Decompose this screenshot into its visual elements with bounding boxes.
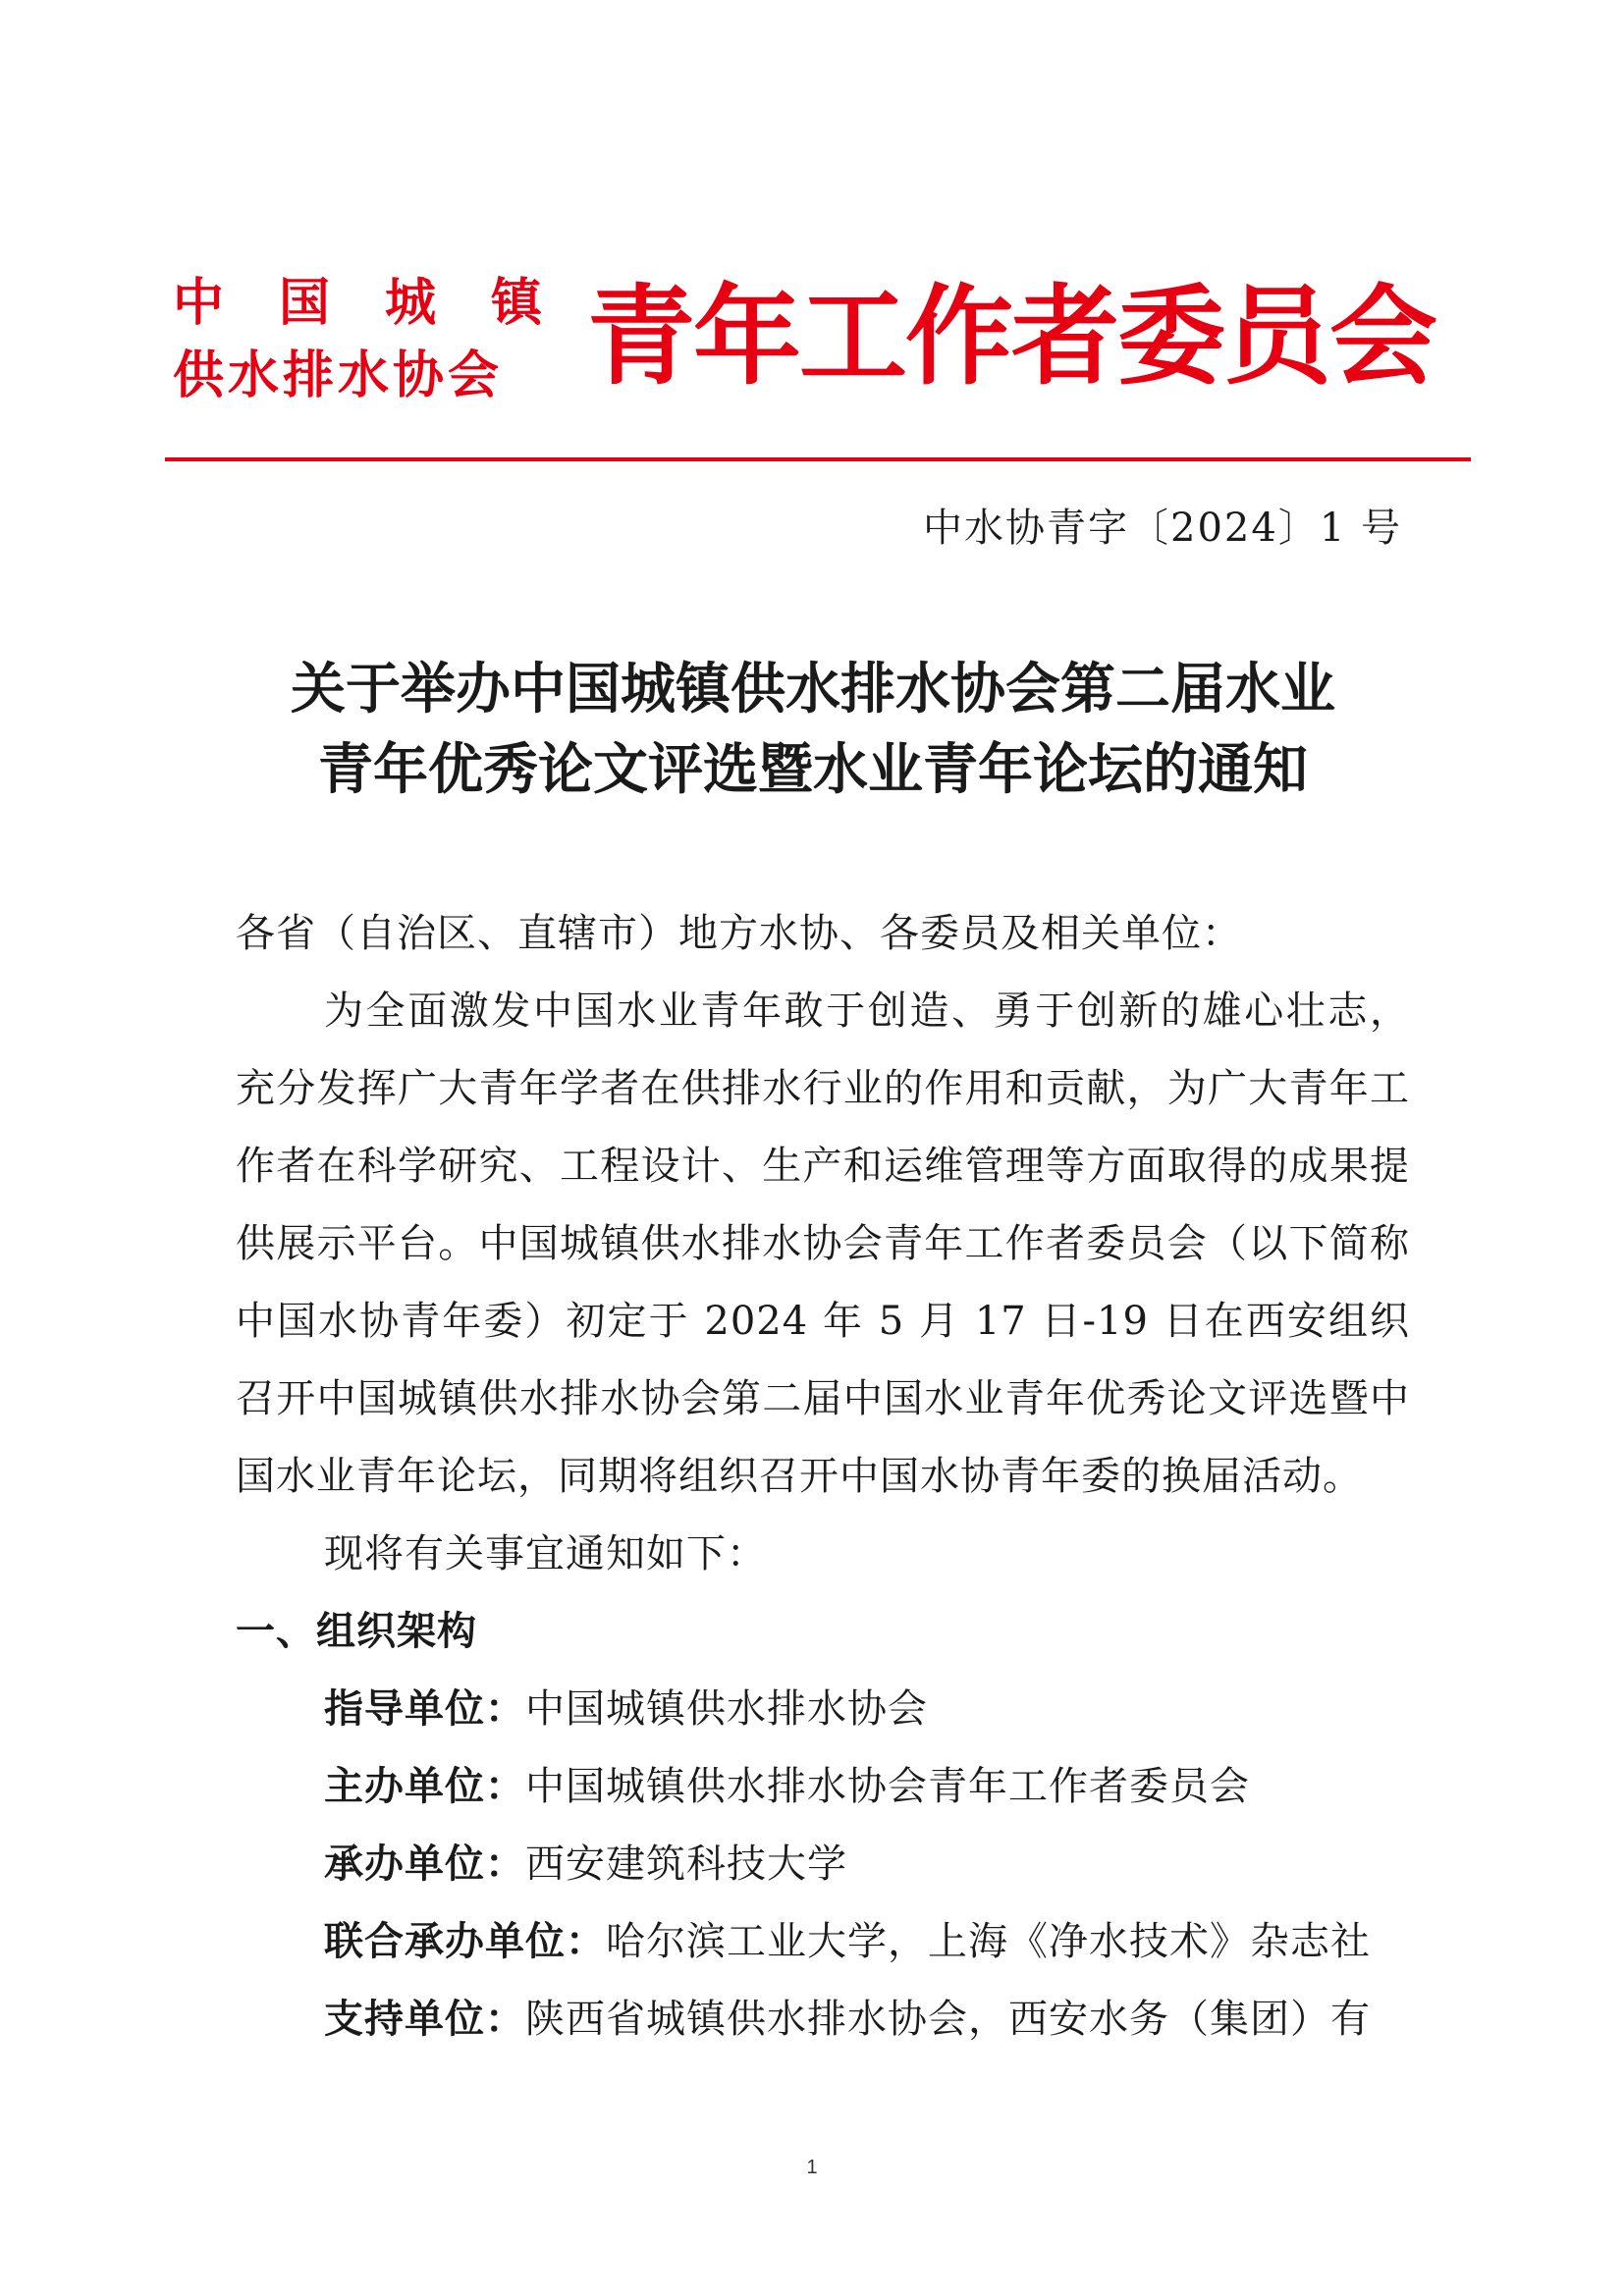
org-label: 支持单位：	[324, 1997, 525, 2042]
notice-intro: 现将有关事宜通知如下：	[324, 1531, 767, 1576]
issuing-org-name	[173, 267, 597, 412]
issuing-org-line1: 中国城镇	[173, 274, 598, 333]
committee-name: 青年工作者委员会	[587, 274, 1435, 400]
document-body	[236, 895, 1410, 2058]
document-title-line1: 关于举办中国城镇供水排水协会第二届水业	[291, 658, 1335, 721]
org-row-host	[236, 1748, 1410, 1826]
document-title	[165, 650, 1461, 811]
org-row-guiding	[236, 1671, 1410, 1748]
intro-paragraph: 为全面激发中国水业青年敢于创造、勇于创新的雄心壮志，充分发挥广大青年学者在供排水行业的作用和贡献，为广大青年工作者在科学研究、工程设计、生产和运维管理等方面取得的成果提供展示平台。中国城镇供水排水协会青年工作者委员会（以下简称中国水协青年委）初定于 2024 年 5 月 17 日-19 日在西安组织召开中国城镇供水排水协会第二届中国水业青年优秀论文评选暨中国水业青年论坛，同期将组织召开中国水协青年委的换届活动。	[236, 988, 1410, 1499]
org-value: 陕西省城镇供水排水协会，西安水务（集团）有	[525, 1997, 1371, 2042]
org-value: 中国城镇供水排水协会	[525, 1686, 928, 1732]
org-value: 西安建筑科技大学	[525, 1842, 847, 1887]
section-heading-organization: 一、组织架构	[236, 1609, 477, 1654]
org-label: 承办单位：	[324, 1842, 525, 1887]
page-number: 1	[806, 2157, 818, 2178]
org-label: 联合承办单位：	[324, 1919, 606, 1964]
org-label: 主办单位：	[324, 1764, 525, 1809]
org-row-co-organizer	[236, 1903, 1410, 1981]
red-header-divider	[165, 457, 1471, 461]
org-row-organizer	[236, 1826, 1410, 1903]
org-value: 中国城镇供水排水协会青年工作者委员会	[525, 1764, 1250, 1809]
org-value: 哈尔滨工业大学，上海《净水技术》杂志社	[606, 1919, 1371, 1964]
org-label: 指导单位：	[324, 1686, 525, 1732]
document-title-line2: 青年优秀论文评选暨水业青年论坛的通知	[318, 738, 1308, 802]
document-number: 中水协青字〔2024〕1 号	[923, 506, 1402, 551]
salutation: 各省（自治区、直辖市）地方水协、各委员及相关单位：	[236, 911, 1242, 956]
org-row-supporter	[236, 1981, 1410, 2058]
issuing-org-line2: 供水排水协会	[173, 347, 504, 405]
